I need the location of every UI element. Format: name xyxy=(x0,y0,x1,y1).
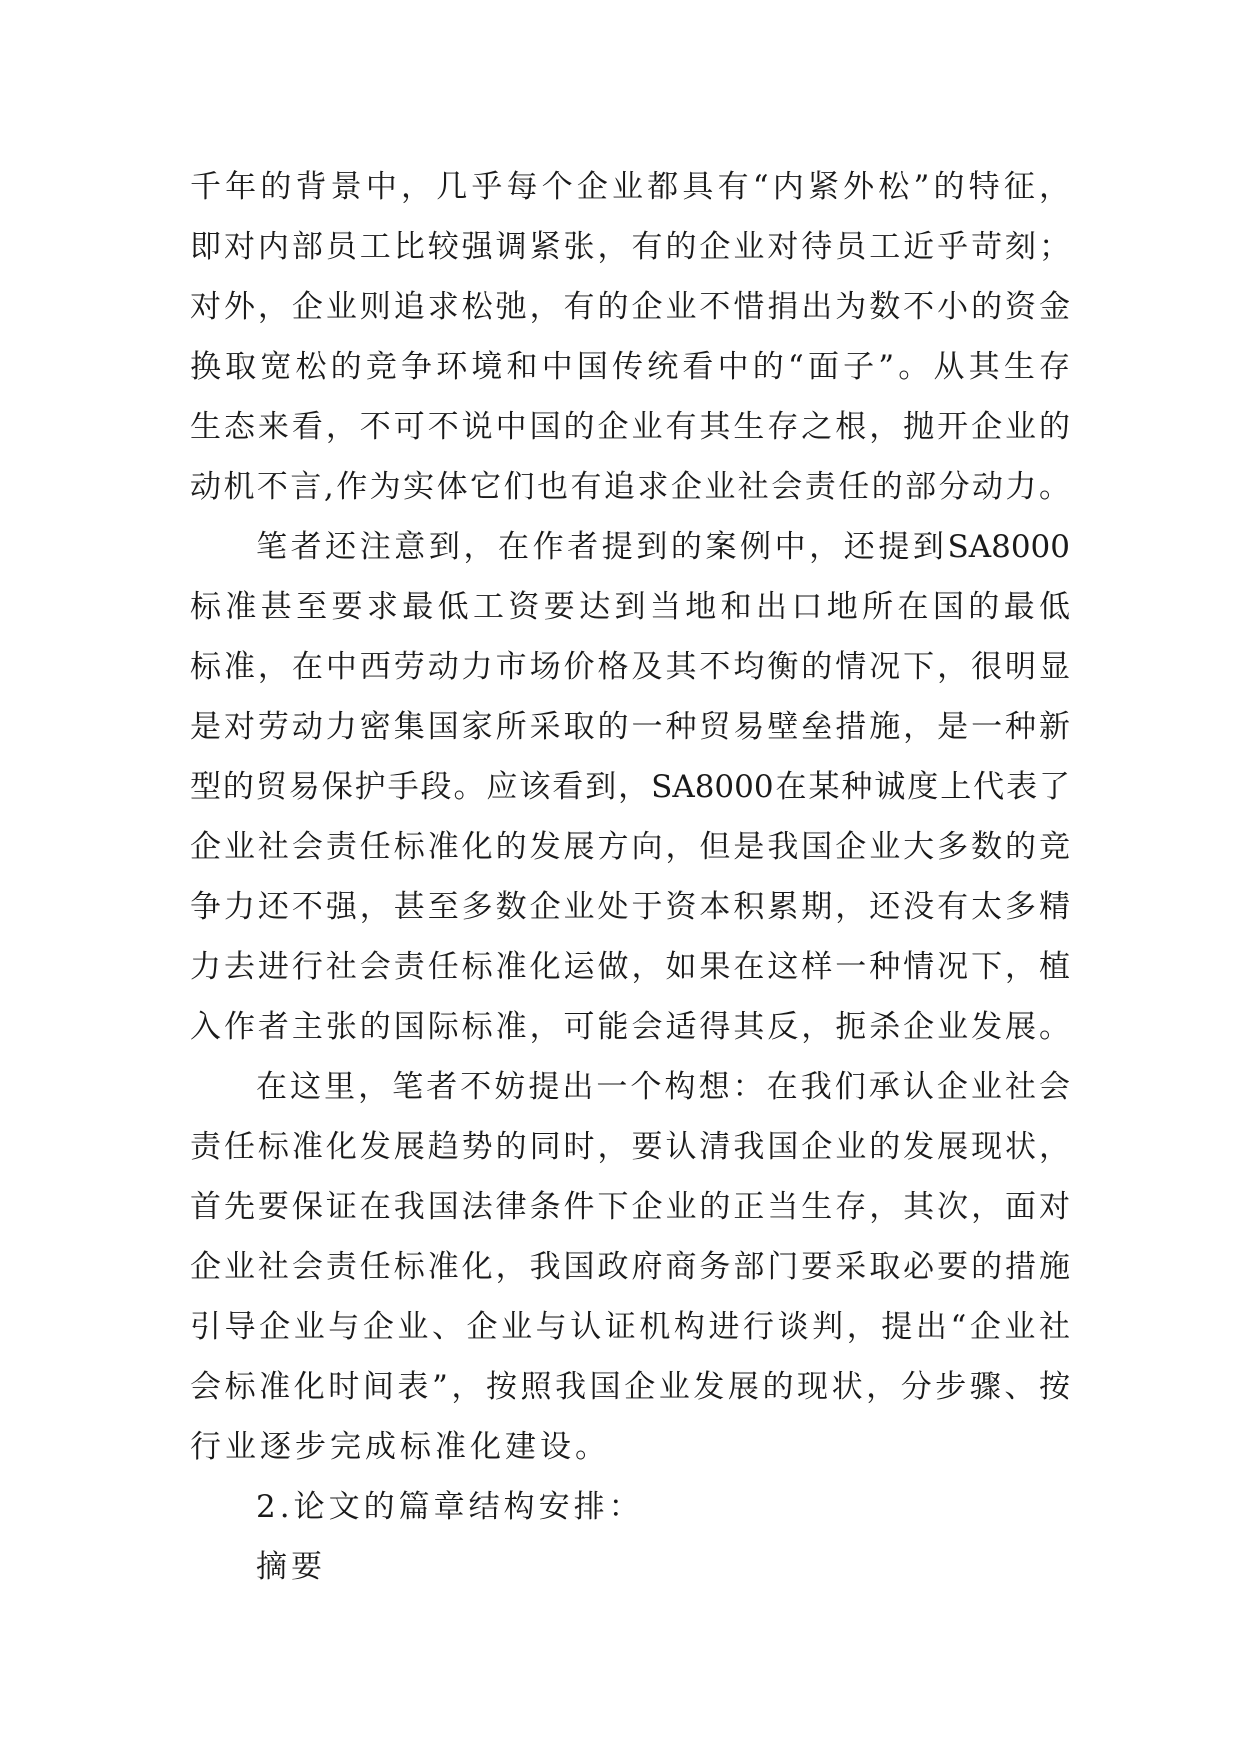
text-line: 引导企业与企业、企业与认证机构进行谈判，提出“企业社 xyxy=(190,1309,1070,1345)
text-line: 千年的背景中，几乎每个企业都具有“内紧外松”的特征， xyxy=(190,169,1070,205)
text-line: 是对劳动力密集国家所采取的一种贸易壁垒措施，是一种新 xyxy=(190,709,1070,745)
text-line: 换取宽松的竞争环境和中国传统看中的“面子”。从其生存 xyxy=(190,349,1070,385)
text-line: 争力还不强，甚至多数企业处于资本积累期，还没有太多精 xyxy=(190,889,1070,925)
text-line: 型的贸易保护手段。应该看到，SA8000在某种诚度上代表了 xyxy=(190,769,1070,805)
text-line: 标准，在中西劳动力市场价格及其不均衡的情况下，很明显 xyxy=(190,649,1070,685)
text-line: 入作者主张的国际标准，可能会适得其反，扼杀企业发展。 xyxy=(190,1009,1070,1045)
text-line: 责任标准化发展趋势的同时，要认清我国企业的发展现状， xyxy=(190,1129,1070,1165)
paragraph-start-line: 在这里，笔者不妨提出一个构想：在我们承认企业社会 xyxy=(256,1069,1070,1105)
text-line: 力去进行社会责任标准化运做，如果在这样一种情况下，植 xyxy=(190,949,1070,985)
text-line: 即对内部员工比较强调紧张，有的企业对待员工近乎苛刻； xyxy=(190,229,1070,265)
text-line: 企业社会责任标准化的发展方向，但是我国企业大多数的竞 xyxy=(190,829,1070,865)
section-heading: 摘要 xyxy=(256,1549,326,1585)
paragraph-start-line: 笔者还注意到，在作者提到的案例中，还提到SA8000 xyxy=(256,529,1070,565)
text-line: 会标准化时间表”，按照我国企业发展的现状，分步骤、按 xyxy=(190,1369,1070,1405)
paragraph-end-line: 行业逐步完成标准化建设。 xyxy=(190,1429,610,1465)
text-line: 标准甚至要求最低工资要达到当地和出口地所在国的最低 xyxy=(190,589,1070,625)
text-line: 动机不言,作为实体它们也有追求企业社会责任的部分动力。 xyxy=(190,469,1070,505)
text-line: 生态来看，不可不说中国的企业有其生存之根，抛开企业的 xyxy=(190,409,1070,445)
document-body xyxy=(190,157,1070,1597)
section-heading: 2.论文的篇章结构安排： xyxy=(256,1489,644,1525)
text-line: 首先要保证在我国法律条件下企业的正当生存，其次，面对 xyxy=(190,1189,1070,1225)
text-line: 企业社会责任标准化，我国政府商务部门要采取必要的措施 xyxy=(190,1249,1070,1285)
text-line: 对外，企业则追求松弛，有的企业不惜捐出为数不小的资金 xyxy=(190,289,1070,325)
